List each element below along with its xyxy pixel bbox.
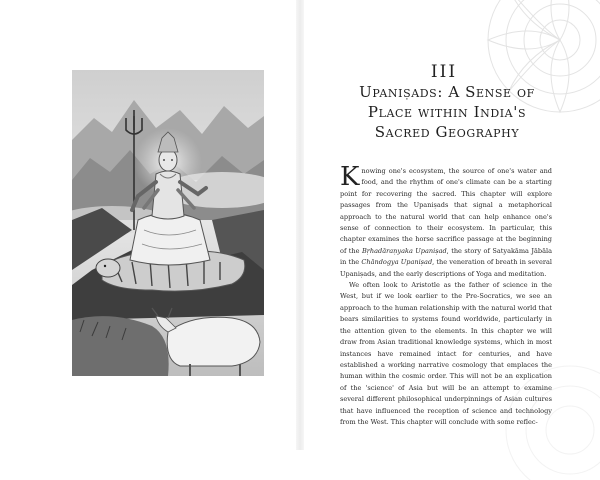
drop-cap: K [340,162,360,192]
chapter-body [340,162,553,428]
title-chandogya: Chāndogya Upaniṣad [361,258,433,267]
page-gutter [296,0,304,450]
chapter-title-line-2: Place within India's [367,103,527,121]
title-brhadaranyaka: Bṛhadāraṇyaka Upaniṣad [361,246,447,255]
paragraph-1 [340,162,553,280]
paragraph-1-text-c: , the veneration of breath in several Upaniṣads, and the early descriptions of Yoga and meditation. [340,258,552,278]
paragraph-1-text-b: , the story of Satyakāma Jābāla in the [340,246,553,267]
chapter-number: III [430,62,458,82]
paragraph-2: We often look to Aristotle as the father of science in the West, but if we look earlier to the Pre-Socratics, we see an approach to the human relationship with the natural world that bears similarities to systems found worldwide, particularly in the attention given to the elements. In this chapter we will draw from Asian traditional knowledge systems, which in most instances have remained intact for centuries, and have established a working narrative cosmology that emplaces the human within the cosmic order. This will not be an explication of the 'science' of Asia but will be an attempt to examine several different philosophical underpinnings of Asian cultures that have influenced the reception of science and technology from the West. This chapter will conclude with some reflec- [340,281,552,426]
chapter-title [338,82,556,142]
chapter-title-line-1: Upaniṣads: A Sense of [359,83,535,101]
paragraph-1-text-a: nowing one's ecosystem, the source of one's water and food, and the rhythm of one's climate can be a starting point for recovering the sacred. This chapter will explore passages from the Upaniṣads that signal a metaphorical approach to the natural world that can help enhance one's sense of connection to their ecosystem. In particular, this chapter examines the horse sacrifice passage at the beginning of the [340,167,552,255]
devi-on-tiger-illustration [72,70,264,376]
chapter-title-line-3: Sacred Geography [374,123,520,141]
